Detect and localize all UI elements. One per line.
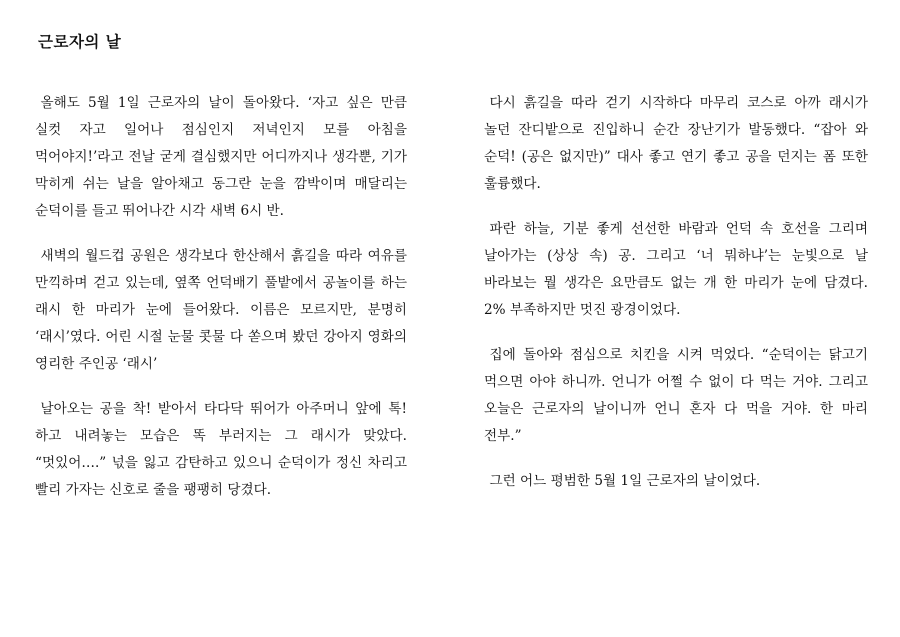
paragraph: 그런 어느 평범한 5월 1일 근로자의 날이었다. [489,473,761,489]
paragraph: 새벽의 월드컵 공원은 생각보다 한산해서 흙길을 따라 여유를 만끽하며 걷고 있는데, 옆쪽 언덕배기 풀밭에서 공놀이를 하는 래시 한 마리가 눈에 들어왔다. 이름은 모르지만, 분명히 ‘래시’였다. 어린 시절 눈물 콧물 다 쏟으며 봤던 강아지 영화의 영리한 주인공 ‘래시’ [35,248,407,372]
left-column [35,90,407,522]
page-title: 근로자의 날 [38,33,122,51]
right-column [484,90,868,513]
paragraph: 파란 하늘, 기분 좋게 선선한 바람과 언덕 속 호선을 그리며 날아가는 (상상 속) 공. 그리고 ‘너 뭐하냐’는 눈빛으로 날 바라보는 뭘 생각은 요만큼도 없는 개 한 마리가 눈에 담겼다. 2% 부족하지만 멋진 광경이었다. [484,221,868,318]
paragraph: 집에 돌아와 점심으로 치킨을 시켜 먹었다. “순덕이는 닭고기 먹으면 아야 하니까. 언니가 어쩔 수 없이 다 먹는 거야. 그리고 오늘은 근로자의 날이니까 언니 혼자 다 먹을 거야. 한 마리 전부.” [484,347,868,444]
paragraph: 날아오는 공을 착! 받아서 타다닥 뛰어가 아주머니 앞에 톡! 하고 내려놓는 모습은 똑 부러지는 그 래시가 맞았다. “멋있어….” 넋을 잃고 감탄하고 있으니 순덕이가 정신 차리고 빨리 가자는 신호로 줄을 팽팽히 당겼다. [35,401,407,498]
paragraph: 올해도 5월 1일 근로자의 날이 돌아왔다. ‘자고 싶은 만큼 실컷 자고 일어나 점심인지 저녁인지 모를 아침을 먹어야지!’라고 전날 굳게 결심했지만 어디까지나 생각뿐, 기가 막히게 쉬는 날을 알아채고 동그란 눈을 깜박이며 매달리는 순덕이를 들고 뛰어나간 시각 새벽 6시 반. [35,95,407,219]
paragraph: 다시 흙길을 따라 걷기 시작하다 마무리 코스로 아까 래시가 놀던 잔디밭으로 진입하니 순간 장난기가 발동했다. “잡아 와 순덕! (공은 없지만)” 대사 좋고 연기 좋고 공을 던지는 폼 또한 훌륭했다. [484,95,868,192]
